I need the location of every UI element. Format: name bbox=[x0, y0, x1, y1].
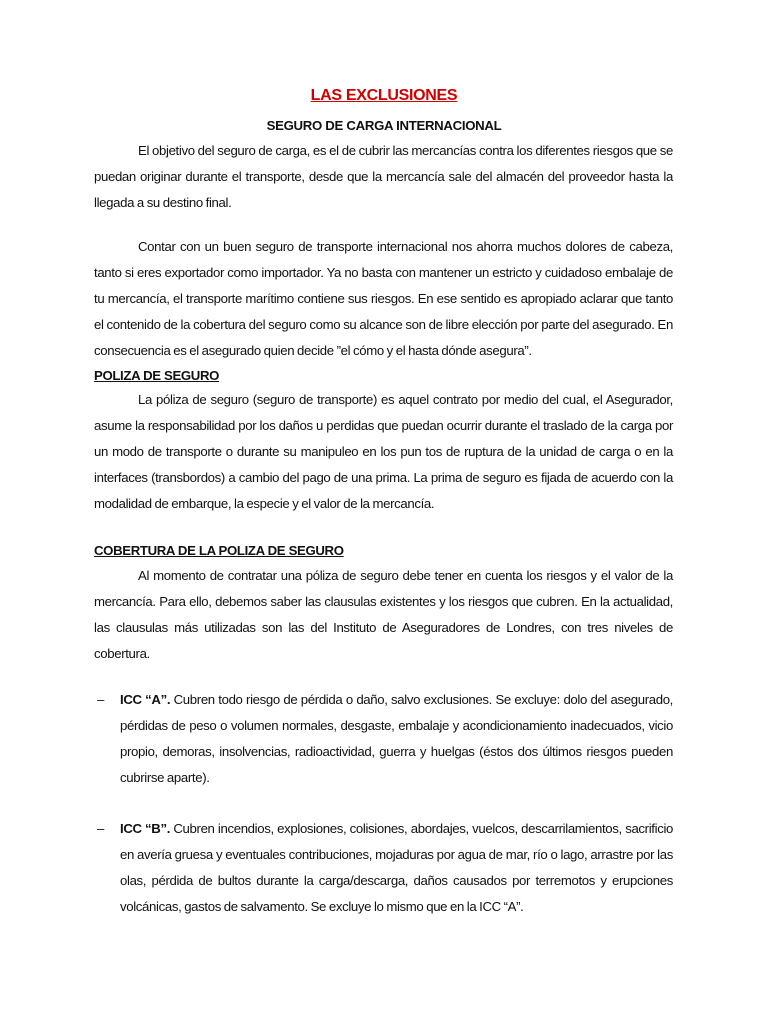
bullet-lead: ICC “B”. bbox=[120, 821, 171, 836]
section-heading-cobertura: COBERTURA DE LA POLIZA DE SEGURO bbox=[94, 543, 344, 558]
bullet-dash: – bbox=[97, 692, 105, 707]
bullet-item-icc-a bbox=[120, 687, 673, 791]
intro-paragraph-2: Contar con un buen seguro de transporte internacional nos ahorra muchos dolores de cabeza, tanto si eres exportador como importador. Ya no basta con mantener un estricto y cuidadoso embalaje de tu mercancía, el transporte marítimo contiene sus riesgos. En ese sentido es apropiado aclarar que tanto el contenido de la cobertura del seguro como su alcance son de libre elección por parte del asegurado. En consecuencia es el asegurado quien decide ”el cómo y el hasta dónde asegura”. bbox=[94, 239, 673, 358]
intro-paragraph-1: El objetivo del seguro de carga, es el de cubrir las mercancías contra los diferentes riesgos que se puedan originar durante el transporte, desde que la mercancía sale del almacén del proveedor hasta la llegada a su destino final. bbox=[94, 143, 673, 210]
bullet-text: Cubren incendios, explosiones, colisiones, abordajes, vuelcos, descarrilamientos, sacrificio en avería gruesa y eventuales contribuciones, mojaduras por agua de mar, río o lago, arrastre por las olas, pérdida de bultos durante la carga/descarga, daños causados por terremotos y erupciones volcánicas, gastos de salvamento. Se excluye lo mismo que en la ICC “A”. bbox=[120, 821, 674, 914]
bullet-lead: ICC “A”. bbox=[120, 692, 171, 707]
bullet-item-icc-b bbox=[120, 816, 673, 920]
document-subtitle: SEGURO DE CARGA INTERNACIONAL bbox=[266, 118, 502, 133]
document-title: LAS EXCLUSIONES bbox=[310, 87, 458, 104]
bullet-dash: – bbox=[97, 821, 105, 836]
section-heading-poliza: POLIZA DE SEGURO bbox=[94, 368, 220, 383]
bullet-text: Cubren todo riesgo de pérdida o daño, salvo exclusiones. Se excluye: dolo del asegurado, pérdidas de peso o volumen normales, desgaste, embalaje y acondicionamiento inadecuados, vicio propio, demoras, insolvencias, radioactividad, guerra y huelgas (éstos dos últimos riesgos pueden cubrirse aparte). bbox=[120, 692, 673, 785]
poliza-paragraph: La póliza de seguro (seguro de transporte) es aquel contrato por medio del cual, el Asegurador, asume la responsabilidad por los daños u perdidas que puedan ocurrir durante el traslado de la carga por un modo de transporte o durante su manipuleo en los pun tos de ruptura de la unidad de carga o en la interfaces (transbordos) a cambio del pago de una prima. La prima de seguro es fijada de acuerdo con la modalidad de embarque, la especie y el valor de la mercancía. bbox=[94, 392, 673, 511]
cobertura-paragraph: Al momento de contratar una póliza de seguro debe tener en cuenta los riesgos y el valor de la mercancía. Para ello, debemos saber las clausulas existentes y los riesgos que cubren. En la actualidad, las clausulas más utilizadas son las del Instituto de Aseguradores de Londres, con tres niveles de cobertura. bbox=[94, 568, 673, 661]
